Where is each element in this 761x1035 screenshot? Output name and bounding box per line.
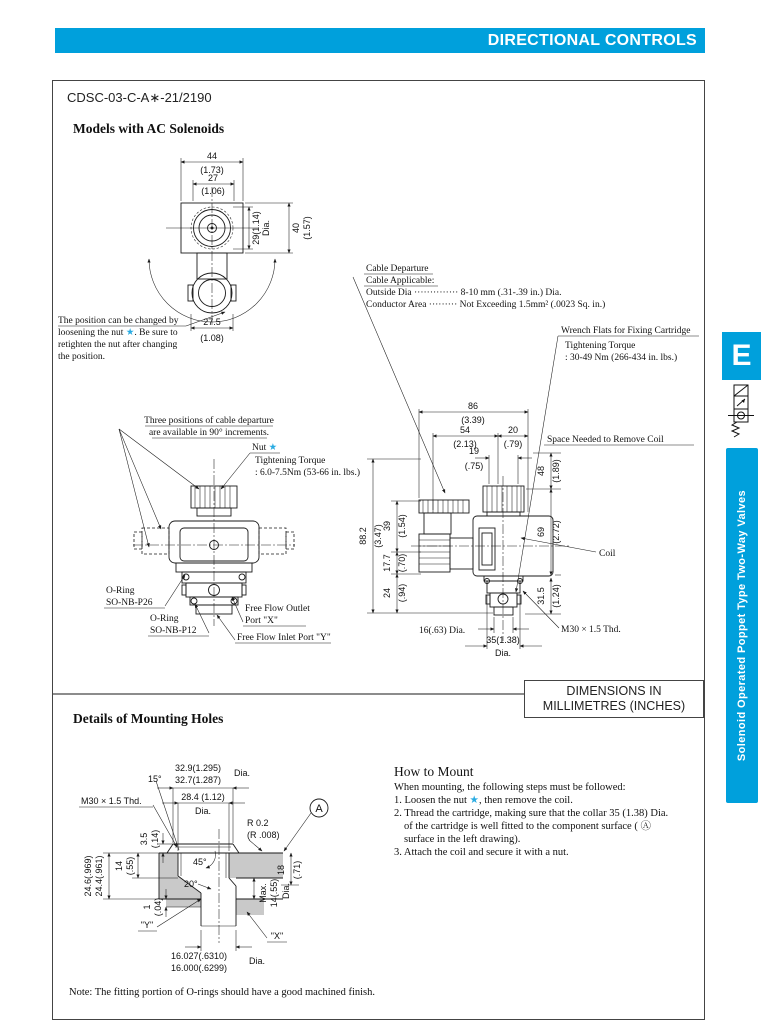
cable-applicable-label: Cable Applicable: <box>366 276 435 286</box>
dim-3-5: 3.5 <box>139 832 149 846</box>
nut-label: Nut ★ <box>252 443 278 453</box>
cable-departure-label: Cable Departure <box>366 264 429 274</box>
outside-dia-label: Outside Dia ·············· 8-10 mm (.31-.39 in.) Dia. <box>366 288 562 298</box>
dim-35-dia-label: Dia. <box>494 648 512 658</box>
cable-positions-note1: Three positions of cable departure <box>144 416 274 426</box>
how-to-mount-step1: 1. Loosen the nut ★, then remove the coil. <box>394 795 573 806</box>
footer-note: Note: The fitting portion of O-rings should have a good machined finish. <box>69 987 376 998</box>
free-flow-inlet-label: Free Flow Inlet Port "Y" <box>237 633 331 643</box>
dim-32-7: 32.7(1.287) <box>175 775 222 785</box>
how-to-mount-step3: 3. Attach the coil and secure it with a nut. <box>394 847 569 858</box>
dim-20-in: (.79) <box>503 439 523 449</box>
page-title: DIRECTIONAL CONTROLS <box>487 31 697 49</box>
dim-1-in: (.04) <box>153 897 163 917</box>
section-header-bar <box>55 28 705 53</box>
dim-16-dia: 16(.63) Dia. <box>419 626 466 636</box>
section-title-mounting-holes: Details of Mounting Holes <box>73 711 224 726</box>
dim-35-dia: 35(1.38) <box>486 635 520 645</box>
dim-31-5-in: (1.24) <box>551 584 561 608</box>
dim-44: 44 <box>206 151 218 161</box>
how-to-mount-step2b: of the cartridge is well fitted to the component surface ( Ⓐ <box>404 821 651 832</box>
cable-departure-callout <box>353 264 605 493</box>
coil-nut-knurl <box>487 486 521 512</box>
port-y-label: "Y" <box>140 920 154 930</box>
oring-p26-label1: O-Ring <box>106 586 135 596</box>
dim-18: 18 <box>276 864 286 876</box>
max-dia-label3: Dia. <box>281 882 291 900</box>
how-to-mount-title: How to Mount <box>394 764 474 779</box>
dim-29-dia-label: Dia. <box>261 219 271 237</box>
position-note-line1: The position can be changed by <box>58 316 179 326</box>
sidebar-section-tab <box>722 332 761 380</box>
dim-24-in: (.94) <box>397 583 407 603</box>
dim-16-000: 16.000(.6299) <box>171 963 228 973</box>
oring-p12-label1: O-Ring <box>150 614 179 624</box>
dim-24-4: 24.4(.961) <box>94 855 104 897</box>
dim-39-in: (1.54) <box>397 514 407 538</box>
dim-40-in: (1.57) <box>302 216 312 240</box>
dim-16-027: 16.027(.6310) <box>171 951 228 961</box>
wrench-flats-label: Wrench Flats for Fixing Cartridge <box>561 326 691 336</box>
dim-28-4-dia-label: Dia. <box>194 806 212 816</box>
dim-19: 19 <box>468 446 480 456</box>
model-number: CDSC-03-C-A∗-21/2190 <box>67 90 212 105</box>
technical-drawings <box>53 81 702 1018</box>
dim-27-5: 27.5 <box>203 317 221 327</box>
sidebar-category-bar <box>726 448 758 803</box>
dim-20: 20 <box>507 425 519 435</box>
dim-54-in: (2.13) <box>453 439 477 449</box>
dim-40: 40 <box>291 222 301 234</box>
dim-24: 24 <box>382 587 392 599</box>
dim-19-in: (.75) <box>464 461 484 471</box>
dim-69: 69 <box>536 526 546 538</box>
sidebar-tab-letter: E <box>731 339 752 372</box>
position-note-line3: retighten the nut after changing <box>58 340 178 350</box>
dims-units-line2: MILLIMETRES (INCHES) <box>542 699 686 713</box>
dim-27-5-in: (1.08) <box>200 333 224 343</box>
angle-15: 15° <box>148 774 162 784</box>
mount-m30-label: M30 × 1.5 Thd. <box>81 796 142 806</box>
dim-86: 86 <box>467 401 479 411</box>
position-note-line2: loosening the nut ★. Be sure to <box>58 328 178 338</box>
valve-schematic-icon <box>724 382 758 446</box>
radius-label1: R 0.2 <box>247 818 269 828</box>
dim-1: 1 <box>142 904 152 910</box>
conductor-area-label: Conductor Area ········· Not Exceeding 1.5mm² (.0023 Sq. in.) <box>366 300 606 310</box>
dim-31-5: 31.5 <box>536 587 546 605</box>
section-title-ac-solenoids: Models with AC Solenoids <box>73 121 225 136</box>
dim-28-4: 28.4 (1.12) <box>181 792 225 802</box>
gland-knurl-top <box>423 500 463 513</box>
content-frame <box>52 80 705 1020</box>
sidebar-category-label: Solenoid Operated Poppet Type Two-Way Valves <box>736 489 748 762</box>
dim-14: 14 <box>114 860 124 872</box>
free-flow-outlet-label1: Free Flow Outlet <box>245 604 310 614</box>
dim-69-in: (2.72) <box>551 520 561 544</box>
dim-88-2-in: (3.47) <box>373 524 383 548</box>
dim-18-in: (.71) <box>292 860 302 880</box>
how-to-mount-intro: When mounting, the following steps must be followed: <box>394 782 626 793</box>
dim-88-2: 88.2 <box>358 527 368 545</box>
port-x-label: "X" <box>270 931 284 941</box>
dim-86-in: (3.39) <box>461 415 485 425</box>
m30-thread-label: M30 × 1.5 Thd. <box>561 625 621 635</box>
space-needed-label: Space Needed to Remove Coil <box>547 435 664 445</box>
max-dia-label2: 14(.55) <box>269 878 279 908</box>
dim-27: 27 <box>207 173 219 183</box>
nut-torque-label2: : 6.0-7.5Nm (53-66 in. lbs.) <box>255 468 361 478</box>
how-to-mount-step2a: 2. Thread the cartridge, making sure that the collar 35 (1.38) Dia. <box>394 808 669 819</box>
angle-45: 45° <box>193 857 207 867</box>
dim-32-dia-label: Dia. <box>234 768 251 778</box>
gland-knurl-rings <box>419 540 450 564</box>
dimensions-units-box <box>524 680 704 718</box>
dim-3-5-in: (.14) <box>150 829 160 849</box>
dim-14-in: (.55) <box>125 856 135 876</box>
dims-units-line1: DIMENSIONS IN <box>566 684 662 698</box>
how-to-mount-step2c: surface in the left drawing). <box>404 834 521 845</box>
nut-torque-label1: Tightening Torque <box>255 456 326 466</box>
nut-knurl-hatch <box>195 486 230 508</box>
dim-27-in: (1.06) <box>201 186 225 196</box>
max-dia-label1: Max. <box>258 883 268 903</box>
oring-p12-label2: SO-NB-P12 <box>150 626 197 636</box>
dim-48: 48 <box>536 465 546 477</box>
dim-32-9: 32.9(1.295) <box>175 763 222 773</box>
coil-label: Coil <box>599 549 616 559</box>
wrench-torque-label1: Tightening Torque <box>565 341 636 351</box>
radius-label2: (R .008) <box>247 830 280 840</box>
dim-24-6: 24.6(.969) <box>83 855 93 897</box>
angle-20: 20° <box>184 879 198 889</box>
front-view-drawing <box>104 415 360 643</box>
dim-54: 54 <box>459 425 471 435</box>
free-flow-outlet-label2: Port "X" <box>245 616 278 626</box>
dim-17-7-in: (.70) <box>397 553 407 573</box>
position-note-line4: the position. <box>58 352 105 362</box>
how-to-mount-block <box>394 765 694 859</box>
cable-positions-note2: are available in 90° increments. <box>148 428 270 438</box>
dim-29-dia: 29(1.14) <box>251 211 261 245</box>
surface-ref-a: A <box>315 803 323 815</box>
dim-17-7: 17.7 <box>382 554 392 572</box>
dim-48-in: (1.89) <box>551 459 561 483</box>
wrench-torque-label2: : 30-49 Nm (266-434 in. lbs.) <box>565 353 678 363</box>
top-view-drawing <box>58 151 312 362</box>
dim-39: 39 <box>382 520 392 532</box>
mounting-hole-drawing <box>79 763 328 973</box>
dim-44-in: (1.73) <box>200 165 224 175</box>
dim-16-dia-label: Dia. <box>249 956 266 966</box>
oring-p26-label2: SO-NB-P26 <box>106 598 153 608</box>
